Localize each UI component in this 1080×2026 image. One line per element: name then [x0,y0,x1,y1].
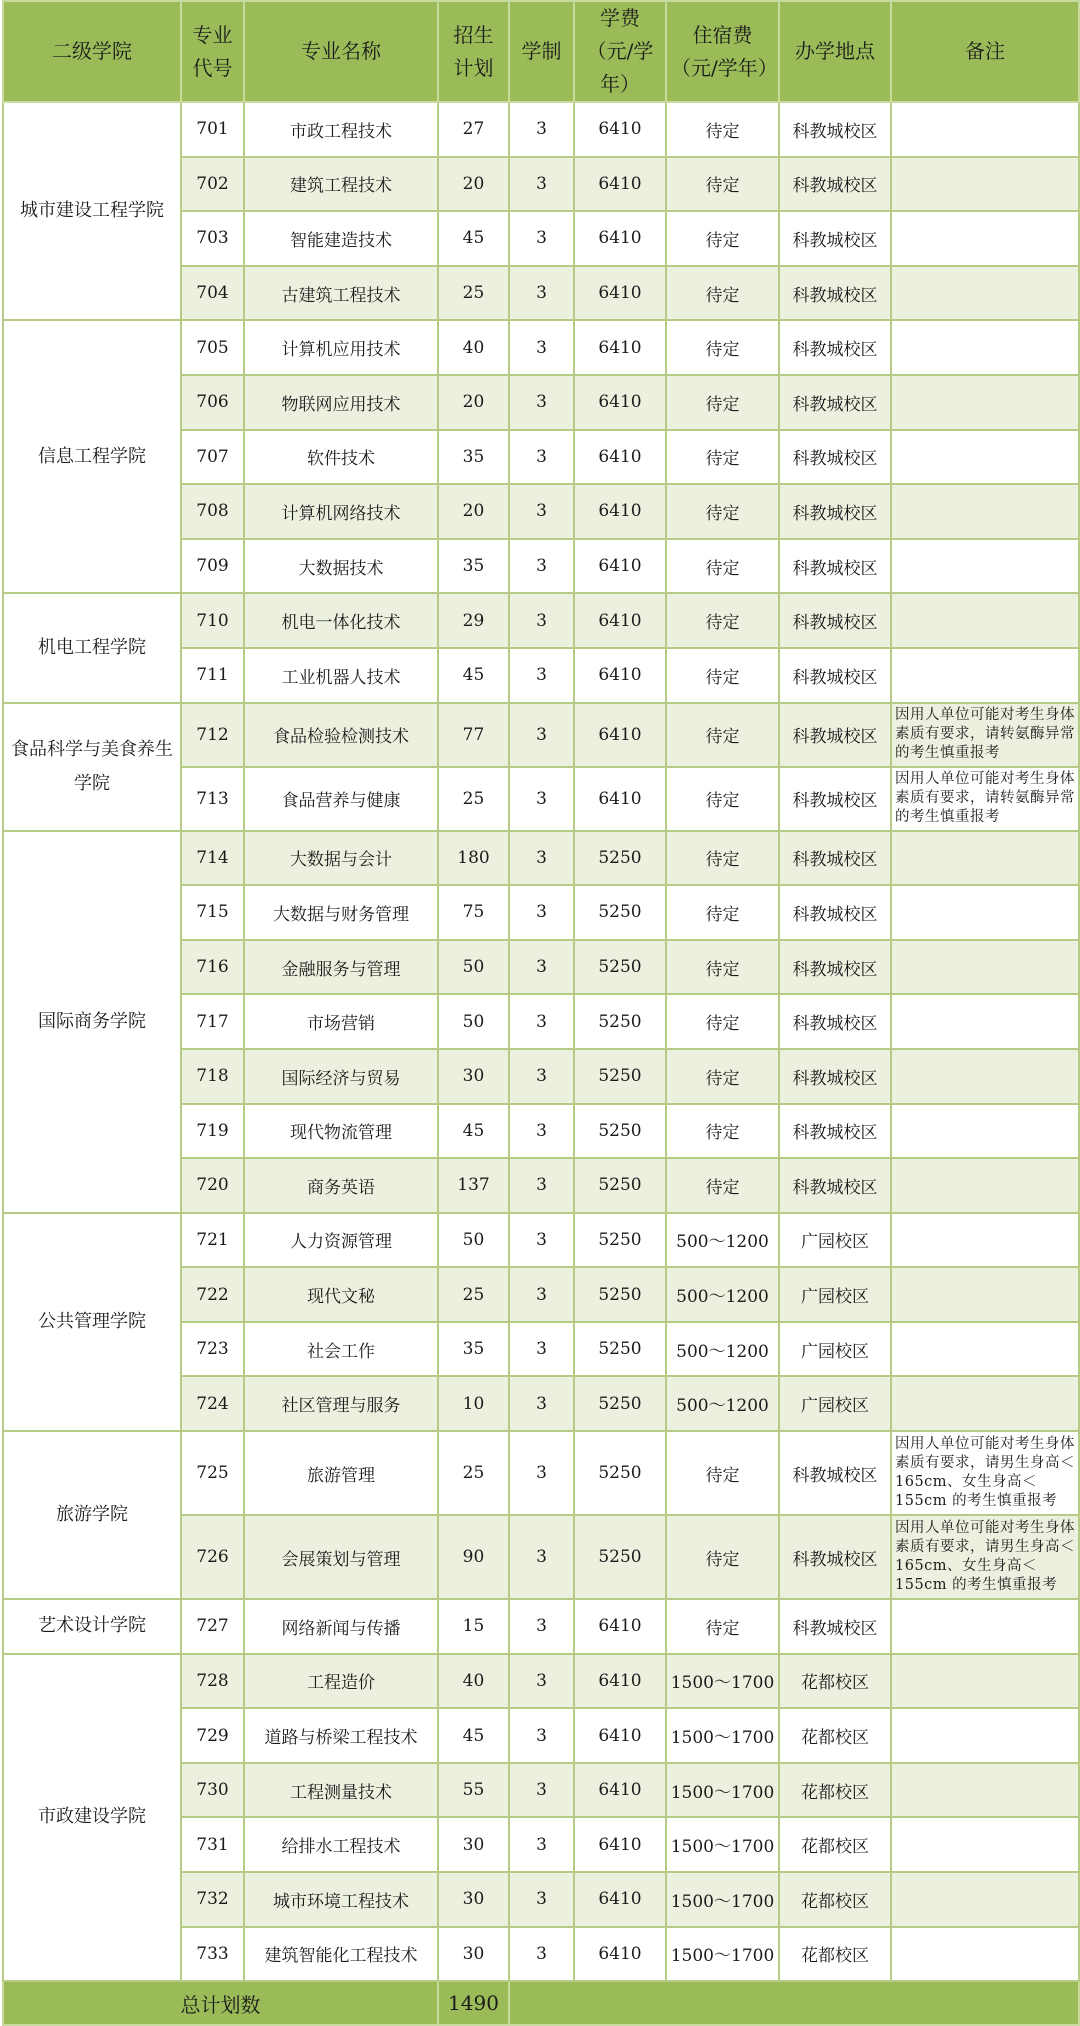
years-cell: 3 [509,940,574,995]
dorm-cell: 1500～1700 [666,1708,779,1763]
plan-cell: 25 [438,266,509,321]
years-cell: 3 [509,1376,574,1431]
total-row [3,1981,1079,2025]
major-cell: 会展策划与管理 [244,1515,438,1599]
code-cell: 730 [181,1763,244,1818]
years-cell: 3 [509,703,574,767]
years-cell: 3 [509,1515,574,1599]
tuition-cell: 6410 [574,430,666,485]
years-cell: 3 [509,648,574,703]
campus-cell: 科教城校区 [779,1158,891,1213]
major-cell: 城市环境工程技术 [244,1872,438,1927]
major-cell: 机电一体化技术 [244,593,438,648]
code-cell: 728 [181,1654,244,1709]
years-cell: 3 [509,1267,574,1322]
college-cell: 公共管理学院 [3,1213,181,1431]
header-tuition: 学费（元/学年） [574,1,666,102]
tuition-cell: 6410 [574,1708,666,1763]
dorm-cell: 1500～1700 [666,1872,779,1927]
plan-cell: 50 [438,1213,509,1268]
note-cell: 因用人单位可能对考生身体素质有要求，请男生身高＜165cm、女生身高＜155cm 的考生慎重报考 [891,1515,1079,1599]
campus-cell: 科教城校区 [779,994,891,1049]
years-cell: 3 [509,885,574,940]
dorm-cell: 1500～1700 [666,1654,779,1709]
years-cell: 3 [509,1654,574,1709]
note-cell [891,102,1079,157]
plan-cell: 10 [438,1376,509,1431]
code-cell: 718 [181,1049,244,1104]
campus-cell: 科教城校区 [779,767,891,831]
dorm-cell: 待定 [666,940,779,995]
years-cell: 3 [509,1158,574,1213]
total-filler [509,1981,1079,2025]
years-cell: 3 [509,266,574,321]
plan-cell: 30 [438,1927,509,1982]
campus-cell: 科教城校区 [779,593,891,648]
years-cell: 3 [509,1708,574,1763]
dorm-cell: 500～1200 [666,1213,779,1268]
tuition-cell: 5250 [574,1158,666,1213]
dorm-cell: 待定 [666,1104,779,1159]
plan-cell: 180 [438,831,509,886]
years-cell: 3 [509,1763,574,1818]
enrollment-plan-table [2,0,1080,2026]
dorm-cell: 待定 [666,593,779,648]
dorm-cell: 500～1200 [666,1376,779,1431]
plan-cell: 25 [438,1267,509,1322]
major-cell: 计算机应用技术 [244,320,438,375]
dorm-cell: 待定 [666,320,779,375]
plan-cell: 45 [438,1104,509,1159]
dorm-cell: 待定 [666,1515,779,1599]
campus-cell: 花都校区 [779,1817,891,1872]
note-cell: 因用人单位可能对考生身体素质有要求，请转氨酶异常的考生慎重报考 [891,703,1079,767]
years-cell: 3 [509,1431,574,1515]
major-cell: 计算机网络技术 [244,484,438,539]
campus-cell: 科教城校区 [779,831,891,886]
campus-cell: 科教城校区 [779,1104,891,1159]
plan-cell: 15 [438,1599,509,1654]
campus-cell: 花都校区 [779,1927,891,1982]
tuition-cell: 5250 [574,1322,666,1377]
note-cell [891,484,1079,539]
note-cell [891,1708,1079,1763]
major-cell: 建筑智能化工程技术 [244,1927,438,1982]
tuition-cell: 6410 [574,767,666,831]
note-cell [891,885,1079,940]
plan-cell: 45 [438,648,509,703]
tuition-cell: 5250 [574,1267,666,1322]
dorm-cell: 待定 [666,1158,779,1213]
dorm-cell: 待定 [666,1431,779,1515]
table-row [3,1599,1079,1654]
years-cell: 3 [509,157,574,212]
code-cell: 701 [181,102,244,157]
dorm-cell: 1500～1700 [666,1927,779,1982]
major-cell: 智能建造技术 [244,211,438,266]
code-cell: 719 [181,1104,244,1159]
tuition-cell: 6410 [574,266,666,321]
code-cell: 702 [181,157,244,212]
years-cell: 3 [509,430,574,485]
major-cell: 食品营养与健康 [244,767,438,831]
plan-cell: 27 [438,102,509,157]
code-cell: 709 [181,539,244,594]
tuition-cell: 6410 [574,1654,666,1709]
plan-cell: 30 [438,1872,509,1927]
major-cell: 工程测量技术 [244,1763,438,1818]
code-cell: 724 [181,1376,244,1431]
campus-cell: 科教城校区 [779,1431,891,1515]
tuition-cell: 5250 [574,1431,666,1515]
major-cell: 物联网应用技术 [244,375,438,430]
tuition-cell: 6410 [574,1599,666,1654]
tuition-cell: 6410 [574,703,666,767]
note-cell [891,1927,1079,1982]
table-row [3,593,1079,648]
campus-cell: 花都校区 [779,1763,891,1818]
major-cell: 社会工作 [244,1322,438,1377]
dorm-cell: 1500～1700 [666,1817,779,1872]
dorm-cell: 待定 [666,539,779,594]
years-cell: 3 [509,1104,574,1159]
tuition-cell: 5250 [574,940,666,995]
plan-cell: 30 [438,1049,509,1104]
code-cell: 722 [181,1267,244,1322]
campus-cell: 科教城校区 [779,266,891,321]
code-cell: 725 [181,1431,244,1515]
note-cell [891,1599,1079,1654]
dorm-cell: 待定 [666,767,779,831]
years-cell: 3 [509,1049,574,1104]
tuition-cell: 5250 [574,1049,666,1104]
college-cell: 市政建设学院 [3,1654,181,1982]
plan-cell: 20 [438,157,509,212]
plan-cell: 77 [438,703,509,767]
dorm-cell: 500～1200 [666,1267,779,1322]
major-cell: 现代文秘 [244,1267,438,1322]
major-cell: 大数据与会计 [244,831,438,886]
header-row [3,1,1079,102]
dorm-cell: 待定 [666,1049,779,1104]
total-label: 总计划数 [3,1981,438,2025]
code-cell: 710 [181,593,244,648]
note-cell [891,539,1079,594]
tuition-cell: 6410 [574,484,666,539]
campus-cell: 科教城校区 [779,1515,891,1599]
campus-cell: 科教城校区 [779,940,891,995]
years-cell: 3 [509,1817,574,1872]
campus-cell: 花都校区 [779,1872,891,1927]
major-cell: 国际经济与贸易 [244,1049,438,1104]
tuition-cell: 6410 [574,375,666,430]
college-cell: 信息工程学院 [3,320,181,593]
major-cell: 食品检验检测技术 [244,703,438,767]
dorm-cell: 待定 [666,1599,779,1654]
plan-cell: 40 [438,1654,509,1709]
code-cell: 717 [181,994,244,1049]
tuition-cell: 6410 [574,593,666,648]
tuition-cell: 6410 [574,1927,666,1982]
code-cell: 732 [181,1872,244,1927]
header-code: 专业代号 [181,1,244,102]
dorm-cell: 待定 [666,703,779,767]
table-row [3,703,1079,767]
tuition-cell: 6410 [574,648,666,703]
code-cell: 707 [181,430,244,485]
note-cell [891,266,1079,321]
dorm-cell: 1500～1700 [666,1763,779,1818]
table-row [3,320,1079,375]
table-row [3,102,1079,157]
code-cell: 721 [181,1213,244,1268]
plan-cell: 25 [438,1431,509,1515]
code-cell: 733 [181,1927,244,1982]
years-cell: 3 [509,539,574,594]
code-cell: 715 [181,885,244,940]
code-cell: 729 [181,1708,244,1763]
note-cell [891,1158,1079,1213]
header-dorm: 住宿费（元/学年） [666,1,779,102]
plan-cell: 35 [438,539,509,594]
dorm-cell: 500～1200 [666,1322,779,1377]
major-cell: 现代物流管理 [244,1104,438,1159]
years-cell: 3 [509,994,574,1049]
tuition-cell: 5250 [574,885,666,940]
college-cell: 机电工程学院 [3,593,181,702]
code-cell: 711 [181,648,244,703]
note-cell [891,831,1079,886]
plan-cell: 29 [438,593,509,648]
plan-cell: 137 [438,1158,509,1213]
years-cell: 3 [509,1872,574,1927]
note-cell [891,1763,1079,1818]
years-cell: 3 [509,831,574,886]
plan-cell: 45 [438,211,509,266]
campus-cell: 科教城校区 [779,1049,891,1104]
years-cell: 3 [509,375,574,430]
plan-cell: 50 [438,940,509,995]
major-cell: 古建筑工程技术 [244,266,438,321]
tuition-cell: 6410 [574,320,666,375]
plan-cell: 75 [438,885,509,940]
campus-cell: 科教城校区 [779,1599,891,1654]
major-cell: 工程造价 [244,1654,438,1709]
campus-cell: 花都校区 [779,1654,891,1709]
years-cell: 3 [509,767,574,831]
plan-cell: 30 [438,1817,509,1872]
plan-cell: 40 [438,320,509,375]
plan-cell: 20 [438,484,509,539]
years-cell: 3 [509,1927,574,1982]
note-cell [891,940,1079,995]
header-years: 学制 [509,1,574,102]
major-cell: 市政工程技术 [244,102,438,157]
campus-cell: 科教城校区 [779,157,891,212]
years-cell: 3 [509,102,574,157]
code-cell: 726 [181,1515,244,1599]
note-cell [891,1267,1079,1322]
code-cell: 716 [181,940,244,995]
note-cell [891,1376,1079,1431]
tuition-cell: 5250 [574,994,666,1049]
note-cell [891,593,1079,648]
major-cell: 大数据技术 [244,539,438,594]
code-cell: 704 [181,266,244,321]
code-cell: 731 [181,1817,244,1872]
note-cell [891,648,1079,703]
years-cell: 3 [509,1213,574,1268]
dorm-cell: 待定 [666,994,779,1049]
plan-cell: 20 [438,375,509,430]
major-cell: 大数据与财务管理 [244,885,438,940]
years-cell: 3 [509,320,574,375]
header-plan: 招生计划 [438,1,509,102]
code-cell: 703 [181,211,244,266]
campus-cell: 花都校区 [779,1708,891,1763]
campus-cell: 广园校区 [779,1267,891,1322]
campus-cell: 科教城校区 [779,102,891,157]
code-cell: 714 [181,831,244,886]
note-cell [891,1817,1079,1872]
code-cell: 723 [181,1322,244,1377]
major-cell: 建筑工程技术 [244,157,438,212]
campus-cell: 科教城校区 [779,320,891,375]
note-cell [891,1654,1079,1709]
plan-cell: 50 [438,994,509,1049]
major-cell: 网络新闻与传播 [244,1599,438,1654]
table-row [3,1654,1079,1709]
code-cell: 712 [181,703,244,767]
note-cell [891,994,1079,1049]
tuition-cell: 6410 [574,539,666,594]
years-cell: 3 [509,484,574,539]
dorm-cell: 待定 [666,885,779,940]
campus-cell: 科教城校区 [779,430,891,485]
major-cell: 人力资源管理 [244,1213,438,1268]
major-cell: 旅游管理 [244,1431,438,1515]
years-cell: 3 [509,211,574,266]
plan-cell: 45 [438,1708,509,1763]
note-cell [891,1104,1079,1159]
dorm-cell: 待定 [666,484,779,539]
major-cell: 商务英语 [244,1158,438,1213]
college-cell: 旅游学院 [3,1431,181,1599]
campus-cell: 广园校区 [779,1376,891,1431]
tuition-cell: 5250 [574,1104,666,1159]
total-value: 1490 [438,1981,509,2025]
plan-cell: 90 [438,1515,509,1599]
tuition-cell: 5250 [574,1213,666,1268]
college-cell: 国际商务学院 [3,831,181,1213]
campus-cell: 广园校区 [779,1213,891,1268]
tuition-cell: 6410 [574,102,666,157]
major-cell: 社区管理与服务 [244,1376,438,1431]
dorm-cell: 待定 [666,102,779,157]
plan-cell: 55 [438,1763,509,1818]
campus-cell: 科教城校区 [779,703,891,767]
tuition-cell: 6410 [574,211,666,266]
header-major: 专业名称 [244,1,438,102]
major-cell: 市场营销 [244,994,438,1049]
dorm-cell: 待定 [666,375,779,430]
major-cell: 软件技术 [244,430,438,485]
code-cell: 720 [181,1158,244,1213]
dorm-cell: 待定 [666,266,779,321]
campus-cell: 科教城校区 [779,211,891,266]
years-cell: 3 [509,1322,574,1377]
code-cell: 705 [181,320,244,375]
header-college: 二级学院 [3,1,181,102]
note-cell: 因用人单位可能对考生身体素质有要求，请男生身高＜165cm、女生身高＜155cm 的考生慎重报考 [891,1431,1079,1515]
campus-cell: 广园校区 [779,1322,891,1377]
plan-cell: 35 [438,1322,509,1377]
note-cell: 因用人单位可能对考生身体素质有要求，请转氨酶异常的考生慎重报考 [891,767,1079,831]
header-campus: 办学地点 [779,1,891,102]
plan-cell: 35 [438,430,509,485]
tuition-cell: 6410 [574,1817,666,1872]
plan-cell: 25 [438,767,509,831]
dorm-cell: 待定 [666,157,779,212]
tuition-cell: 6410 [574,1763,666,1818]
dorm-cell: 待定 [666,831,779,886]
campus-cell: 科教城校区 [779,648,891,703]
campus-cell: 科教城校区 [779,885,891,940]
table-row [3,1431,1079,1515]
note-cell [891,157,1079,212]
dorm-cell: 待定 [666,430,779,485]
college-cell: 食品科学与美食养生学院 [3,703,181,831]
college-cell: 城市建设工程学院 [3,102,181,320]
header-note: 备注 [891,1,1079,102]
dorm-cell: 待定 [666,211,779,266]
code-cell: 706 [181,375,244,430]
campus-cell: 科教城校区 [779,484,891,539]
tuition-cell: 5250 [574,831,666,886]
major-cell: 道路与桥梁工程技术 [244,1708,438,1763]
table-row [3,831,1079,886]
major-cell: 给排水工程技术 [244,1817,438,1872]
note-cell [891,375,1079,430]
code-cell: 727 [181,1599,244,1654]
tuition-cell: 6410 [574,157,666,212]
years-cell: 3 [509,593,574,648]
tuition-cell: 5250 [574,1376,666,1431]
major-cell: 工业机器人技术 [244,648,438,703]
tuition-cell: 5250 [574,1515,666,1599]
note-cell [891,320,1079,375]
table-row [3,1213,1079,1268]
college-cell: 艺术设计学院 [3,1599,181,1654]
note-cell [891,1872,1079,1927]
code-cell: 713 [181,767,244,831]
major-cell: 金融服务与管理 [244,940,438,995]
note-cell [891,1322,1079,1377]
note-cell [891,1213,1079,1268]
campus-cell: 科教城校区 [779,539,891,594]
dorm-cell: 待定 [666,648,779,703]
campus-cell: 科教城校区 [779,375,891,430]
code-cell: 708 [181,484,244,539]
years-cell: 3 [509,1599,574,1654]
note-cell [891,211,1079,266]
note-cell [891,430,1079,485]
note-cell [891,1049,1079,1104]
tuition-cell: 6410 [574,1872,666,1927]
